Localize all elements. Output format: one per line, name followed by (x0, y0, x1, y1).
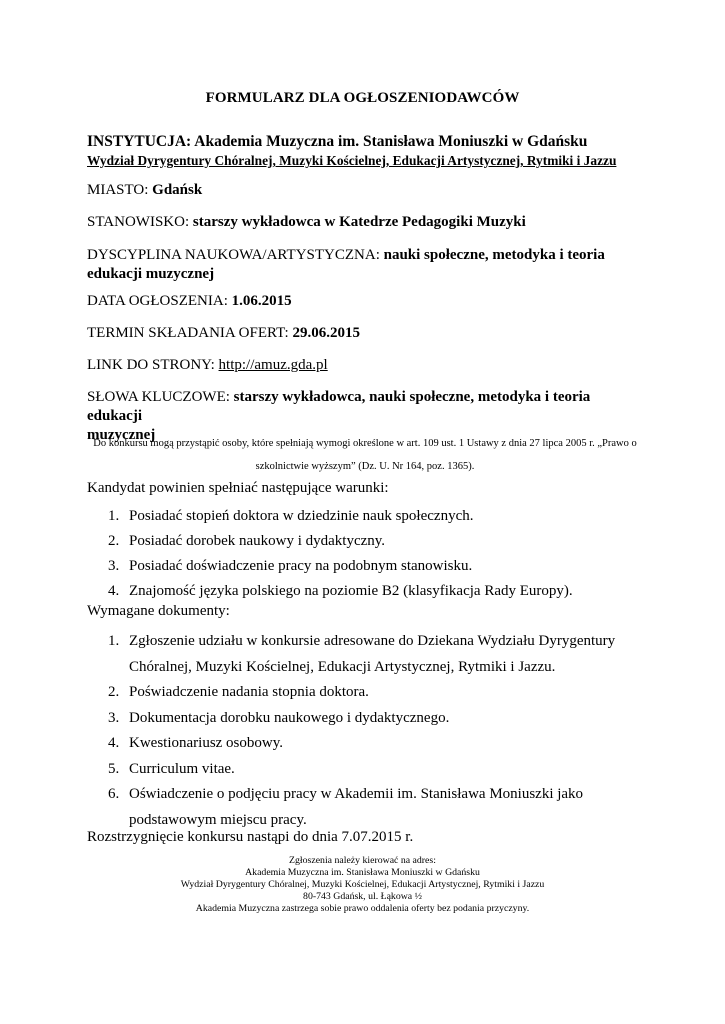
institution-line (87, 133, 647, 151)
item-number: 2. (108, 533, 120, 549)
item-number: 4. (108, 583, 120, 599)
list-item (87, 554, 647, 579)
discipline-label: DYSCYPLINA NAUKOWA/ARTYSTYCZNA: (87, 247, 380, 263)
footer-line: Akademia Muzyczna zastrzega sobie prawo oddalenia oferty bez podania przyczyny. (195, 903, 530, 914)
legal-notice (80, 432, 650, 478)
city-field (87, 181, 647, 200)
keywords-label: SŁOWA KLUCZOWE: (87, 389, 230, 405)
list-item (87, 706, 647, 732)
item-text-line1: Dokumentacja dorobku naukowego i dydaktycznego. (129, 709, 450, 726)
list-item (87, 529, 647, 554)
announcement-date-value: 1.06.2015 (231, 293, 292, 309)
item-text-line1: Zgłoszenie udziału w konkursie adresowane do Dziekana Wydziału Dyrygentury (129, 633, 616, 649)
deadline-field (87, 324, 647, 343)
documents-list (87, 629, 647, 833)
requirements-list (87, 504, 647, 604)
footer-line: Wydział Dyrygentury Chóralnej, Muzyki Kościelnej, Edukacji Artystycznej, Rytmiki i Jazzu (180, 879, 545, 890)
item-text-line1: Oświadczenie o podjęciu pracy w Akademii im. Stanisława Moniuszki jako (129, 786, 584, 802)
city-value: Gdańsk (152, 182, 203, 198)
keywords-value-line1: starszy wykładowca, nauki społeczne, metodyka i teoria edukacji (87, 389, 591, 424)
position-label: STANOWISKO: (87, 214, 190, 230)
item-number: 6. (108, 786, 120, 802)
item-text: Posiadać doświadczenie pracy na podobnym stanowisku. (129, 558, 473, 574)
item-number: 4. (108, 735, 120, 751)
footer-line: 80-743 Gdańsk, ul. Łąkowa ½ (303, 891, 422, 902)
legal-notice-line1: Do konkursu mogą przystąpić osoby, które spełniają wymogi określone w art. 109 ust. 1 Ustawy z dnia 27 lipca 2005 r. „Prawo o (93, 438, 637, 449)
institution-label: INSTYTUCJA: (87, 133, 192, 150)
list-item (87, 504, 647, 529)
city-label: MIASTO: (87, 182, 149, 198)
website-link[interactable]: http://amuz.gda.pl (218, 357, 328, 373)
item-number: 2. (108, 684, 120, 700)
position-value: starszy wykładowca w Katedrze Pedagogiki Muzyki (192, 214, 526, 230)
deadline-value: 29.06.2015 (292, 325, 360, 341)
documents-heading: Wymagane dokumenty: (87, 603, 230, 619)
footer-line: Akademia Muzyczna im. Stanisława Moniuszki w Gdańsku (245, 867, 480, 878)
item-number: 3. (108, 709, 120, 726)
requirements-heading: Kandydat powinien spełniać następujące warunki: (87, 480, 389, 496)
discipline-value-line1: nauki społeczne, metodyka i teoria (383, 247, 605, 263)
discipline-value-line2: edukacji muzycznej (87, 266, 215, 282)
list-item (87, 629, 647, 680)
link-field (87, 356, 647, 375)
list-item (87, 579, 647, 604)
item-number: 1. (108, 508, 120, 524)
item-text-line1: Poświadczenie nadania stopnia doktora. (129, 684, 369, 700)
item-text: Posiadać stopień doktora w dziedzinie nauk społecznych. (129, 508, 474, 524)
legal-notice-line2: szkolnictwie wyższym” (Dz. U. Nr 164, poz. 1365). (255, 461, 475, 472)
item-text-line1: Kwestionariusz osobowy. (129, 735, 284, 751)
list-item (87, 731, 647, 757)
list-item (87, 757, 647, 783)
page-title: FORMULARZ DLA OGŁOSZENIODAWCÓW (205, 90, 520, 106)
list-item (87, 680, 647, 706)
institution-name: Akademia Muzyczna im. Stanisława Moniuszki w Gdańsku (194, 133, 588, 150)
item-number: 3. (108, 558, 120, 574)
footer-line: Zgłoszenia należy kierować na adres: (289, 855, 436, 866)
link-label: LINK DO STRONY: (87, 357, 215, 373)
announcement-date-label: DATA OGŁOSZENIA: (87, 293, 228, 309)
item-number: 1. (108, 633, 120, 649)
keywords-value-line2: muzycznej (87, 427, 156, 443)
resolution-text: Rozstrzygnięcie konkursu nastąpi do dnia 7.07.2015 r. (87, 829, 414, 845)
item-text-line2: Chóralnej, Muzyki Kościelnej, Edukacji Artystycznej, Rytmiki i Jazzu. (129, 658, 556, 675)
footer-address (0, 855, 725, 915)
item-text-line1: Curriculum vitae. (129, 760, 235, 777)
item-text-line2: podstawowym miejscu pracy. (129, 811, 307, 828)
institution-department: Wydział Dyrygentury Chóralnej, Muzyki Kościelnej, Edukacji Artystycznej, Rytmiki i Jazzu (87, 153, 617, 168)
item-text: Znajomość języka polskiego na poziomie B2 (klasyfikacja Rady Europy). (129, 583, 573, 599)
position-field (87, 213, 647, 232)
list-item (87, 782, 647, 833)
announcement-date-field (87, 292, 647, 311)
item-number: 5. (108, 760, 120, 777)
item-text: Posiadać dorobek naukowy i dydaktyczny. (129, 533, 386, 549)
discipline-field (87, 246, 647, 284)
deadline-label: TERMIN SKŁADANIA OFERT: (87, 325, 289, 341)
